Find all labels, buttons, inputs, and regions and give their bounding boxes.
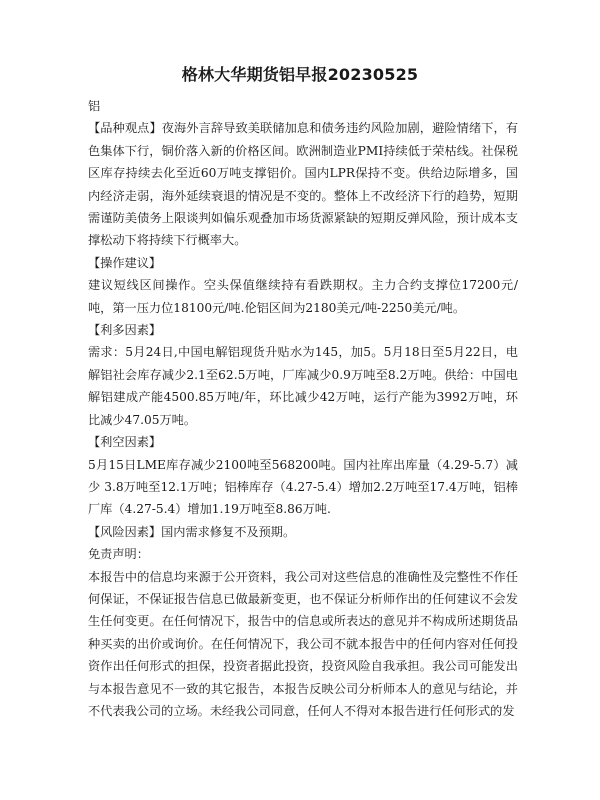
bullish-text: 需求：5月24日,中国电解铝现货升贴水为145，加5。5月18日至5月22日，电解铝社会库存减少2.1至62.5万吨，厂库减少0.9万吨至8.2万吨。供给：中国电解铝建成产能4500.85万吨/年，环比减少42万吨，运行产能为3992万吨，环比减少47.05万吨。	[88, 345, 518, 427]
bearish-heading: 【利空因素】	[88, 435, 162, 450]
report-title: 格林大华期货铝早报20230525	[181, 65, 419, 84]
bullish-heading: 【利多因素】	[88, 323, 162, 338]
category-label: 铝	[88, 99, 101, 113]
report-body	[88, 95, 518, 722]
disclaimer-text: 本报告中的信息均来源于公开资料，我公司对这些信息的准确性及完整性不作任何保证，不保证报告信息已做最新变更，也不保证分析师作出的任何建议不会发生任何变更。在任何情况下，报告中的信息或所表达的意见并不构成所述期货品种买卖的出价或询价。在任何情况下，我公司不就本报告中的任何内容对任何投资作出任何形式的担保，投资者据此投资，投资风险自我承担。我公司可能发出与本报告意见不一致的其它报告，本报告反映公司分析师本人的意见与结论，并不代表我公司的立场。未经我公司同意，任何人不得对本报告进行任何形式的发	[88, 569, 518, 718]
variety-view-text: 夜海外言辞导致美联储加息和债务违约风险加剧，避险情绪下，有色集体下行，铜价落入新的价格区间。欧洲制造业PMI持续低于荣枯线。社保税区库存持续去化至近60万吨支撑铝价。国内LPR保持不变。供给边际增多，国内经济走弱，海外延续衰退的情况是不变的。整体上不改经济下行的趋势，短期需谨防美债务上限谈判如偏乐观叠加市场货源紧缺的短期反弹风险，预计成本支撑松动下将持续下行概率大。	[88, 121, 519, 248]
variety-view-heading: 【品种观点】	[88, 121, 162, 136]
risk-paragraph	[88, 521, 518, 543]
variety-view-paragraph	[88, 117, 518, 251]
operation-text: 建议短线区间操作。空头保值继续持有看跌期权。主力合约支撑位17200元/吨，第一压力位18100元/吨.伦铝区间为2180美元/吨-2250美元/吨。	[88, 278, 518, 315]
risk-heading: 【风险因素】	[88, 524, 162, 539]
operation-heading: 【操作建议】	[88, 255, 162, 270]
bearish-text: 5月15日LME库存减少2100吨至568200吨。国内社库出库量（4.29-5.7）减少 3.8万吨至12.1万吨；铝棒库存（4.27-5.4）增加2.2万吨至17.4万吨，铝棒厂库（4.27-5.4）增加1.19万吨至8.86万吨.	[88, 457, 518, 517]
risk-text: 国内需求修复不及预期。	[161, 524, 296, 539]
disclaimer-heading: 免责声明：	[88, 547, 149, 562]
